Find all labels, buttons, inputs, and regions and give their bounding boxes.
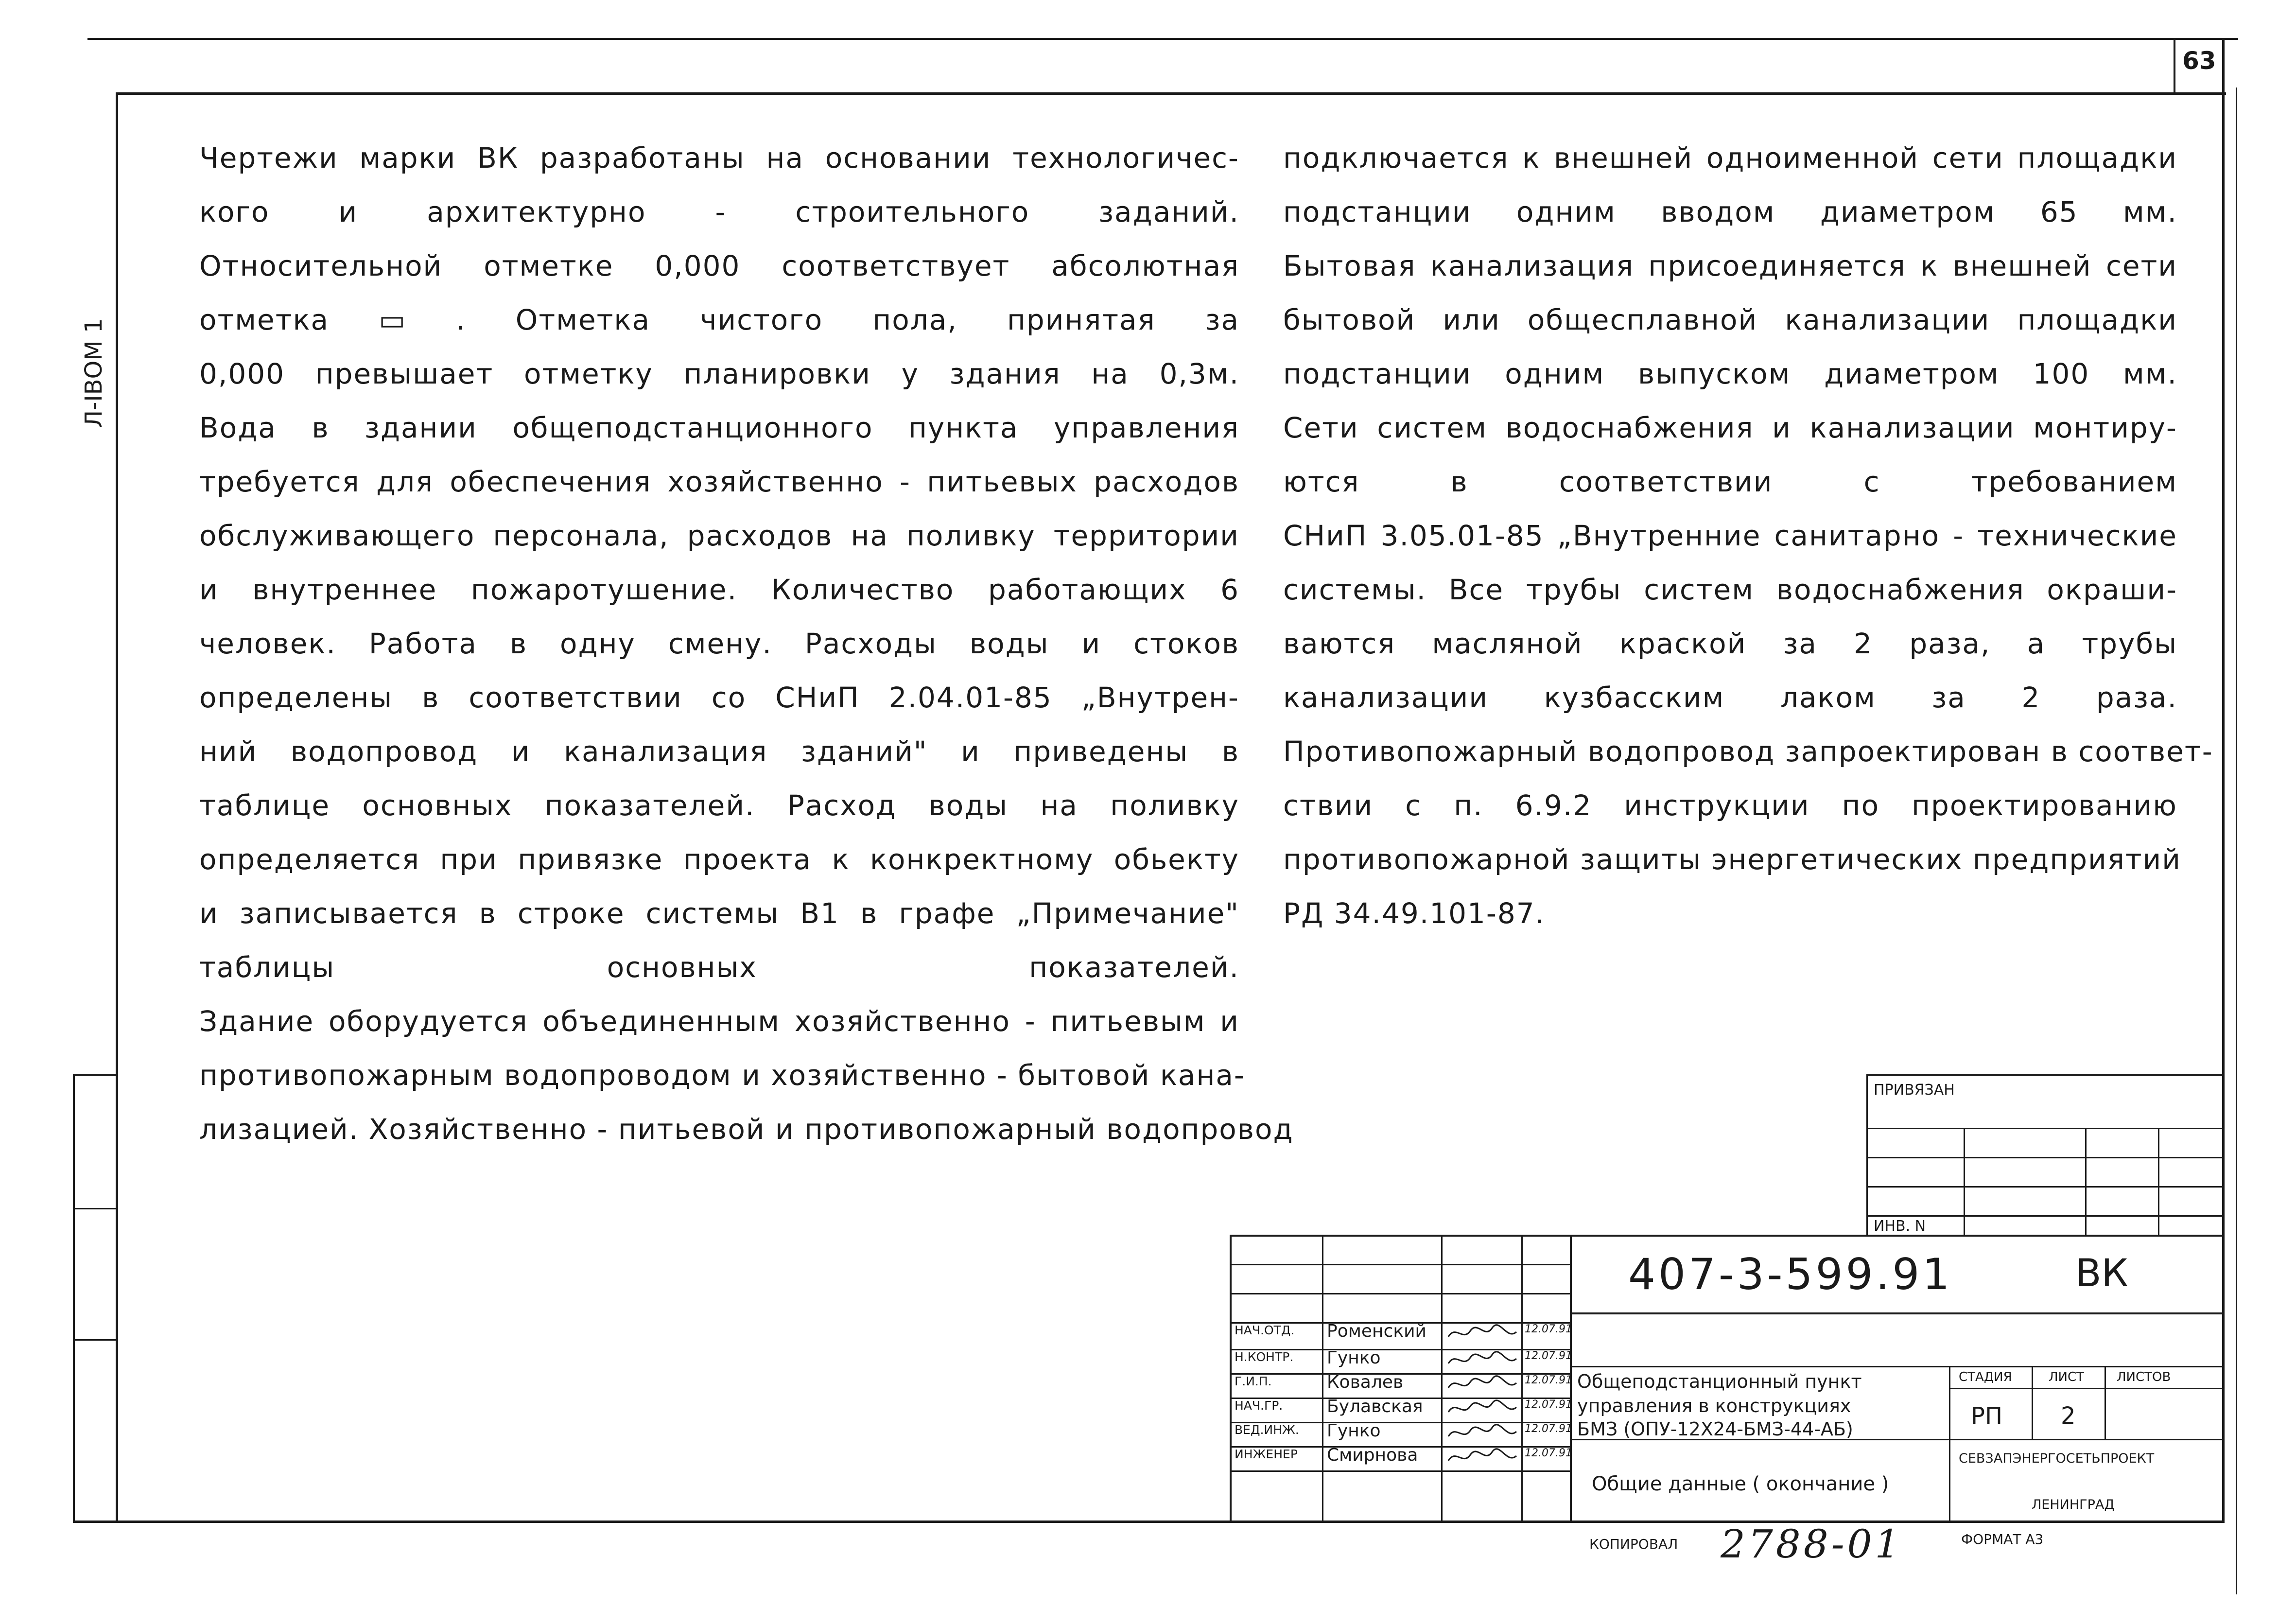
stage-value: РП [1971,1402,2003,1430]
text-line: и записывается в строке системы В1 в графе „Примечание" [199,897,1239,930]
object-title-line-3: БМЗ (ОПУ-12Х24-БМЗ-44-АБ) [1577,1418,1853,1440]
signature-icon [1446,1446,1519,1468]
text-line: бытовой или общесплавной канализации площадки [1283,303,2177,336]
side-stamp: Л-ІВОМ 1 [80,318,107,428]
text-line: ваются масляной краской за 2 раза, а трубы [1283,627,2177,660]
role-label: НАЧ.ГР. [1235,1398,1283,1413]
text-line: отметка ▭ . Отметка чистого пола, принятая за [199,303,1239,336]
binding-strip-line-3 [73,1339,117,1341]
signer-name: Гунко [1327,1421,1381,1441]
text-line: кого и архитектурно - строительного заданий. [199,195,1239,228]
text-line: подключается к внешней одноименной сети площадки [1283,141,2177,175]
inv-label: ИНВ. N [1874,1218,1926,1235]
sign-date: 12.07.91 [1525,1374,1572,1386]
role-label: ИНЖЕНЕР [1235,1447,1298,1461]
role-label: Г.И.П. [1235,1374,1272,1388]
stage-label: СТАДИЯ [1959,1370,2012,1384]
text-line: 0,000 превышает отметку планировки у здания на 0,3м. [199,357,1239,390]
text-line: требуется для обеспечения хозяйственно - питьевых расходов [199,465,1239,498]
org-name: СЕВЗАПЭНЕРГОСЕТЬПРОЕКТ [1959,1451,2155,1466]
text-line: определяется при привязке проекта к конкректному обьекту [199,843,1239,876]
sheet-label: ЛИСТ [2049,1370,2085,1384]
text-line: обслуживающего персонала, расходов на поливку территории [199,519,1239,552]
org-city: ЛЕНИНГРАД [2032,1497,2115,1512]
signer-name: Булавская [1327,1397,1423,1416]
role-label: НАЧ.ОТД. [1235,1323,1295,1337]
text-column-right [1283,131,2213,941]
frame-right-outer [2236,87,2237,1594]
text-line: ствии с п. 6.9.2 инструкции по проектированию [1283,789,2177,822]
text-line: противопожарной защиты энергетических предприятий [1283,843,2181,876]
text-line: определены в соответствии со СНиП 2.04.01-85 „Внутрен- [199,681,1239,714]
signature-icon [1446,1398,1519,1420]
text-line: подстанции одним выпуском диаметром 100 мм. [1283,357,2177,390]
signer-name: Ковалев [1327,1372,1404,1392]
text-line: РД 34.49.101-87. [1283,897,1546,930]
binding-header: ПРИВЯЗАН [1874,1082,1955,1099]
signer-name: Гунко [1327,1348,1381,1368]
sheets-label: ЛИСТОВ [2117,1370,2171,1384]
format-label: ФОРМАТ А3 [1961,1531,2044,1547]
signature-icon [1446,1349,1519,1371]
binding-strip-left [73,1074,75,1521]
signature-icon [1446,1422,1519,1444]
role-label: ВЕД.ИНЖ. [1235,1423,1299,1437]
sign-date: 12.07.91 [1525,1323,1572,1335]
binding-strip-line-1 [73,1074,117,1076]
role-label: Н.КОНТР. [1235,1350,1294,1364]
signer-name: Смирнова [1327,1445,1418,1465]
frame-top [117,92,2226,95]
object-title-line-1: Общеподстанционный пункт [1577,1371,1862,1392]
text-column-left [199,131,1294,1156]
signature-icon [1446,1373,1519,1396]
page-number-box-left [2174,38,2175,92]
binding-strip-line-2 [73,1208,117,1209]
top-rule [87,38,2238,40]
sheet-value: 2 [2061,1402,2076,1430]
text-line: ются в соответствии с требованием [1283,465,2177,498]
text-line: Противопожарный водопровод запроектирован в соответ- [1283,735,2213,768]
sheet-title: Общие данные ( окончание ) [1592,1473,1889,1495]
copied-value: 2788-01 [1721,1521,1903,1567]
text-line: СНиП 3.05.01-85 „Внутренние санитарно - технические [1283,519,2177,552]
object-title-line-2: управления в конструкциях [1577,1395,1851,1416]
text-line: Сети систем водоснабжения и канализации монтиру- [1283,411,2177,444]
doc-code: 407-3-599.91 [1628,1249,1953,1299]
text-line: ний водопровод и канализация зданий" и приведены в [199,735,1239,768]
text-line: и внутреннее пожаротушение. Количество работающих 6 [199,573,1239,606]
text-line: Вода в здании общеподстанционного пункта управления [199,411,1239,444]
text-line: Бытовая канализация присоединяется к внешней сети [1283,249,2177,282]
frame-left [116,92,118,1521]
page-number: 63 [2182,47,2216,75]
text-line: системы. Все трубы систем водоснабжения окраши- [1283,573,2177,606]
signature-icon [1446,1322,1519,1345]
frame-right [2222,38,2225,1521]
sign-date: 12.07.91 [1525,1447,1572,1459]
text-line: подстанции одним вводом диаметром 65 мм. [1283,195,2177,228]
sign-date: 12.07.91 [1525,1423,1572,1435]
text-line: лизацией. Хозяйственно - питьевой и противопожарный водопровод [199,1113,1294,1146]
doc-mark: ВК [2075,1252,2128,1295]
sign-date: 12.07.91 [1525,1398,1572,1411]
text-line: Здание оборудуется объединенным хозяйственно - питьевым и [199,1005,1239,1038]
signer-name: Роменский [1327,1321,1426,1341]
text-line: канализации кузбасским лаком за 2 раза. [1283,681,2177,714]
text-line: таблице основных показателей. Расход воды на поливку [199,789,1239,822]
sign-date: 12.07.91 [1525,1350,1572,1362]
text-line: противопожарным водопроводом и хозяйственно - бытовой кана- [199,1059,1245,1092]
text-line: таблицы основных показателей. [199,951,1239,984]
text-line: Чертежи марки ВК разработаны на основании технологичес- [199,141,1239,175]
text-line: человек. Работа в одну смену. Расходы воды и стоков [199,627,1239,660]
text-line: Относительной отметке 0,000 соответствует абсолютная [199,249,1239,282]
copied-label: КОПИРОВАЛ [1589,1536,1678,1552]
